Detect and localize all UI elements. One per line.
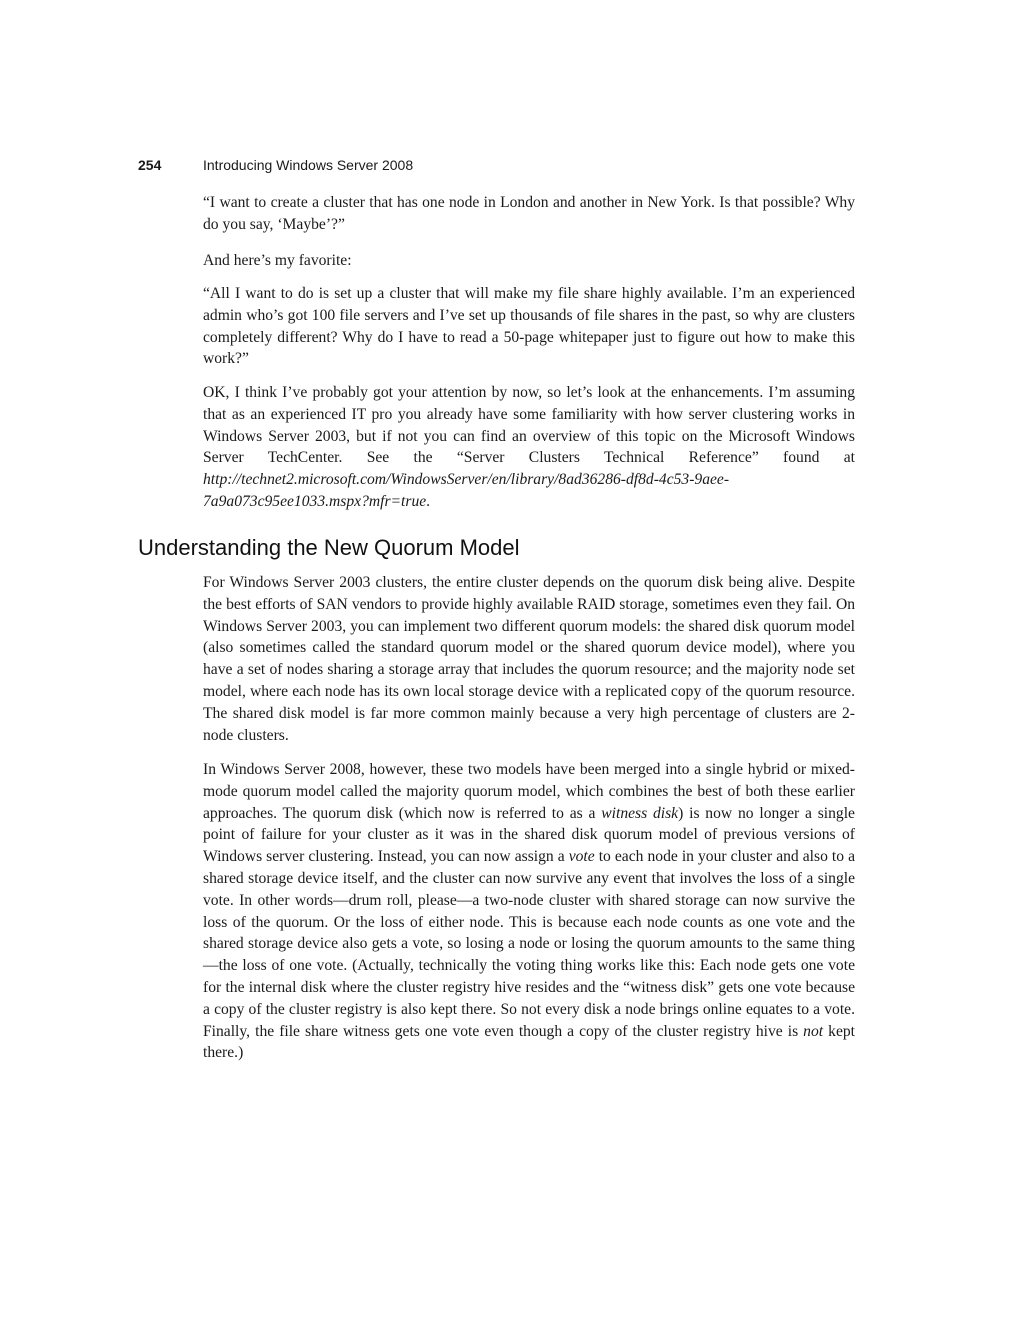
reference-url: http://technet2.microsoft.com/WindowsServer/en/library/8ad36286-df8d-4c53-9aee-7a9a073c95ee1033.mspx?mfr=true [203, 471, 730, 510]
quote-text: “I want to create a cluster that has one node in London and another in New York. Is that possible? Why do you say, ‘Maybe’?” [203, 194, 855, 233]
emphasis-vote: vote [568, 848, 595, 866]
text-segment: ) is now no longer a single point of failure for your cluster as it was in the shared disk quorum model of previous versions of Windows server clustering. Instead, you can now assign a [203, 804, 855, 866]
paragraph-quorum-2008 [203, 759, 855, 1064]
text-before-url: OK, I think I’ve probably got your attention by now, so let’s look at the enhancements. I’m assuming that as an experienced IT pro you already have some familiarity with how server clustering works in Windows Server 2003, but if not you can find an overview of this topic on the Microsoft Windows Server TechCenter. See the “Server Clusters Technical Reference” found at [203, 384, 855, 467]
page-number: 254 [138, 157, 162, 173]
text-segment: In Windows Server 2008, however, these two models have been merged into a single hybrid or mixed-mode quorum model called the majority quorum model, which combines the best of both these earlier approaches. The quorum disk (which now is referred to as a [203, 761, 855, 822]
quote-text: “All I want to do is set up a cluster that will make my file share highly available. I’m an experienced admin who’s got 100 file servers and I’ve set up thousands of file shares in the past, so why are clusters completely different? Why do I have to read a 50-page whitepaper just to figure out how to make this work?” [203, 285, 855, 368]
emphasis-not: not [803, 1022, 824, 1040]
paragraph-text [203, 382, 855, 513]
text-after-url: . [426, 492, 431, 510]
text-segment: kept there.) [203, 1022, 855, 1062]
section-heading: Understanding the New Quorum Model [138, 535, 520, 560]
favorite-intro [203, 250, 855, 272]
quote-london-new-york [203, 192, 855, 236]
paragraph-enhancements [203, 382, 855, 513]
emphasis-witness-disk: witness disk [601, 804, 679, 822]
quote-file-share [203, 283, 855, 370]
text-segment: to each node in your cluster and also to a shared storage device itself, and the cluster can now survive any event that involves the loss of a single vote. In other words—drum roll, please—a two-node cluster with shared storage can now survive the loss of the quorum. Or the loss of either node. This is because each node counts as one vote and the shared storage device also gets a vote, so losing a node or losing the quorum amounts to the same thing—the loss of one vote. (Actually, technically the voting thing works like this: Each node gets one vote for the internal disk where the cluster registry hive resides and the “witness disk” gets one vote because a copy of the cluster registry is also kept there. So not every disk a node brings online equates to a vote. Finally, the file share witness gets one vote even though a copy of the cluster registry hive is [203, 848, 856, 1040]
favorite-intro-text: And here’s my favorite: [203, 252, 352, 269]
running-title: Introducing Windows Server 2008 [203, 157, 414, 173]
paragraph-text [203, 759, 855, 1064]
running-header [138, 156, 898, 176]
paragraph-quorum-2003 [203, 572, 855, 746]
paragraph-text: For Windows Server 2003 clusters, the entire cluster depends on the quorum disk being alive. Despite the best efforts of SAN vendors to provide highly available RAID storage, sometimes even they fail. On Windows Server 2003, you can implement two different quorum models: the shared disk quorum model (also sometimes called the standard quorum model or the shared quorum device model), where you have a set of nodes sharing a storage array that includes the quorum resource; and the majority node set model, where each node has its own local storage device with a replicated copy of the quorum resource. The shared disk model is far more common mainly because a very high percentage of clusters are 2-node clusters. [203, 574, 855, 744]
